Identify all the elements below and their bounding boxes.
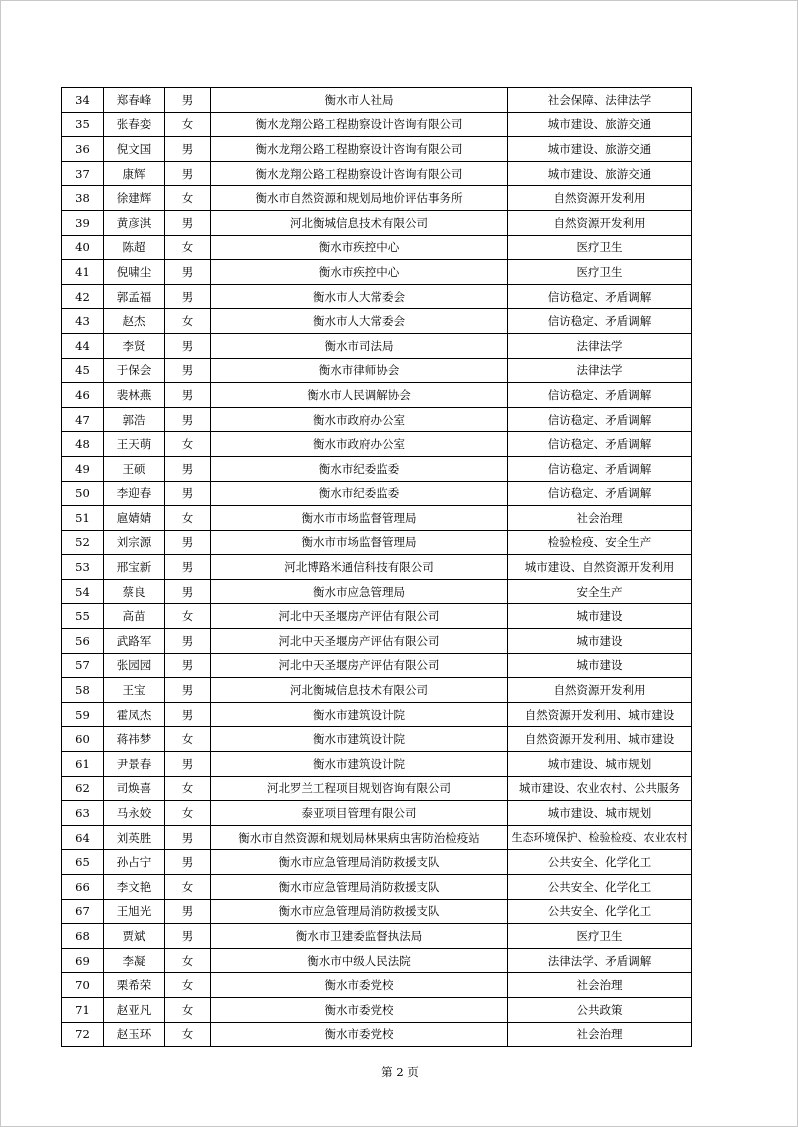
organization-cell: 衡水市人民调解协会 <box>211 383 508 408</box>
organization-cell: 衡水市卫建委监督执法局 <box>211 924 508 949</box>
gender-cell: 男 <box>165 481 211 506</box>
organization-cell: 衡水市律师协会 <box>211 358 508 383</box>
row-number-cell: 40 <box>62 235 104 260</box>
expertise-field-cell: 法律法学 <box>508 358 692 383</box>
organization-cell: 泰亚项目管理有限公司 <box>211 801 508 826</box>
row-number-cell: 66 <box>62 875 104 900</box>
organization-cell: 衡水市人社局 <box>211 88 508 113</box>
expertise-field-cell: 信访稳定、矛盾调解 <box>508 383 692 408</box>
row-number-cell: 56 <box>62 629 104 654</box>
gender-cell: 女 <box>165 801 211 826</box>
person-name-cell: 陈超 <box>104 235 165 260</box>
organization-cell: 衡水市疾控中心 <box>211 260 508 285</box>
organization-cell: 衡水龙翔公路工程勘察设计咨询有限公司 <box>211 161 508 186</box>
expertise-field-cell: 信访稳定、矛盾调解 <box>508 284 692 309</box>
organization-cell: 衡水市政府办公室 <box>211 432 508 457</box>
person-name-cell: 李贤 <box>104 333 165 358</box>
person-name-cell: 司焕喜 <box>104 776 165 801</box>
person-name-cell: 刘英胜 <box>104 825 165 850</box>
person-name-cell: 高苗 <box>104 604 165 629</box>
row-number-cell: 44 <box>62 333 104 358</box>
person-name-cell: 李迎春 <box>104 481 165 506</box>
table-row <box>62 383 692 408</box>
row-number-cell: 52 <box>62 530 104 555</box>
organization-cell: 河北罗兰工程项目规划咨询有限公司 <box>211 776 508 801</box>
person-name-cell: 裴林燕 <box>104 383 165 408</box>
expertise-field-cell: 公共安全、化学化工 <box>508 850 692 875</box>
table-row <box>62 850 692 875</box>
organization-cell: 衡水市司法局 <box>211 333 508 358</box>
expertise-field-cell: 城市建设、旅游交通 <box>508 161 692 186</box>
row-number-cell: 42 <box>62 284 104 309</box>
person-name-cell: 扈婧婧 <box>104 506 165 531</box>
table-row <box>62 801 692 826</box>
expertise-field-cell: 自然资源开发利用、城市建设 <box>508 727 692 752</box>
organization-cell: 衡水市纪委监委 <box>211 456 508 481</box>
person-name-cell: 徐建辉 <box>104 186 165 211</box>
organization-cell: 衡水市市场监督管理局 <box>211 506 508 531</box>
organization-cell: 衡水市应急管理局消防救援支队 <box>211 850 508 875</box>
expertise-field-cell: 自然资源开发利用 <box>508 678 692 703</box>
gender-cell: 男 <box>165 924 211 949</box>
gender-cell: 女 <box>165 776 211 801</box>
gender-cell: 男 <box>165 530 211 555</box>
row-number-cell: 67 <box>62 899 104 924</box>
person-name-cell: 蒋祎梦 <box>104 727 165 752</box>
organization-cell: 衡水市应急管理局消防救援支队 <box>211 899 508 924</box>
gender-cell: 女 <box>165 112 211 137</box>
gender-cell: 女 <box>165 506 211 531</box>
person-name-cell: 王旭光 <box>104 899 165 924</box>
table-row <box>62 530 692 555</box>
gender-cell: 男 <box>165 555 211 580</box>
expertise-field-cell: 检验检疫、安全生产 <box>508 530 692 555</box>
person-name-cell: 栗希荣 <box>104 973 165 998</box>
organization-cell: 衡水市自然资源和规划局林果病虫害防治检疫站 <box>211 825 508 850</box>
person-name-cell: 倪啸尘 <box>104 260 165 285</box>
organization-cell: 衡水市市场监督管理局 <box>211 530 508 555</box>
expertise-field-cell: 信访稳定、矛盾调解 <box>508 481 692 506</box>
expertise-field-cell: 信访稳定、矛盾调解 <box>508 309 692 334</box>
person-name-cell: 郭孟福 <box>104 284 165 309</box>
expertise-field-cell: 城市建设、自然资源开发利用 <box>508 555 692 580</box>
person-name-cell: 倪文国 <box>104 137 165 162</box>
gender-cell: 女 <box>165 973 211 998</box>
gender-cell: 女 <box>165 186 211 211</box>
row-number-cell: 43 <box>62 309 104 334</box>
row-number-cell: 39 <box>62 210 104 235</box>
organization-cell: 衡水市建筑设计院 <box>211 702 508 727</box>
organization-cell: 河北衡城信息技术有限公司 <box>211 210 508 235</box>
expertise-field-cell: 城市建设 <box>508 653 692 678</box>
gender-cell: 男 <box>165 407 211 432</box>
organization-cell: 衡水市委党校 <box>211 973 508 998</box>
expertise-field-cell: 城市建设、城市规划 <box>508 752 692 777</box>
gender-cell: 男 <box>165 579 211 604</box>
gender-cell: 男 <box>165 333 211 358</box>
person-name-cell: 刘宗源 <box>104 530 165 555</box>
gender-cell: 男 <box>165 137 211 162</box>
gender-cell: 男 <box>165 284 211 309</box>
gender-cell: 男 <box>165 456 211 481</box>
row-number-cell: 69 <box>62 948 104 973</box>
table-row <box>62 1022 692 1047</box>
organization-cell: 衡水市建筑设计院 <box>211 752 508 777</box>
organization-cell: 衡水市政府办公室 <box>211 407 508 432</box>
table-row <box>62 333 692 358</box>
organization-cell: 衡水龙翔公路工程勘察设计咨询有限公司 <box>211 137 508 162</box>
expertise-field-cell: 城市建设、农业农村、公共服务 <box>508 776 692 801</box>
organization-cell: 衡水市建筑设计院 <box>211 727 508 752</box>
table-row <box>62 776 692 801</box>
expertise-field-cell: 公共安全、化学化工 <box>508 875 692 900</box>
organization-cell: 衡水市人大常委会 <box>211 309 508 334</box>
table-row <box>62 137 692 162</box>
table-row <box>62 432 692 457</box>
table-row <box>62 948 692 973</box>
person-name-cell: 蔡良 <box>104 579 165 604</box>
gender-cell: 男 <box>165 825 211 850</box>
organization-cell: 衡水市纪委监委 <box>211 481 508 506</box>
expertise-field-cell: 自然资源开发利用 <box>508 210 692 235</box>
person-name-cell: 李文艳 <box>104 875 165 900</box>
expertise-field-cell: 医疗卫生 <box>508 260 692 285</box>
row-number-cell: 45 <box>62 358 104 383</box>
gender-cell: 男 <box>165 702 211 727</box>
person-name-cell: 贾斌 <box>104 924 165 949</box>
organization-cell: 河北中天圣堰房产评估有限公司 <box>211 604 508 629</box>
person-name-cell: 于保会 <box>104 358 165 383</box>
row-number-cell: 72 <box>62 1022 104 1047</box>
expertise-field-cell: 生态环境保护、检验检疫、农业农村 <box>508 825 692 850</box>
expertise-field-cell: 信访稳定、矛盾调解 <box>508 456 692 481</box>
expertise-field-cell: 社会治理 <box>508 506 692 531</box>
organization-cell: 衡水市应急管理局 <box>211 579 508 604</box>
expertise-field-cell: 医疗卫生 <box>508 924 692 949</box>
gender-cell: 女 <box>165 875 211 900</box>
organization-cell: 衡水市委党校 <box>211 997 508 1022</box>
organization-cell: 衡水市应急管理局消防救援支队 <box>211 875 508 900</box>
organization-cell: 河北博路米通信科技有限公司 <box>211 555 508 580</box>
organization-cell: 衡水市中级人民法院 <box>211 948 508 973</box>
person-name-cell: 张园园 <box>104 653 165 678</box>
row-number-cell: 70 <box>62 973 104 998</box>
row-number-cell: 53 <box>62 555 104 580</box>
expertise-field-cell: 城市建设 <box>508 604 692 629</box>
table-row <box>62 309 692 334</box>
organization-cell: 衡水市人大常委会 <box>211 284 508 309</box>
row-number-cell: 34 <box>62 88 104 113</box>
person-name-cell: 郭浩 <box>104 407 165 432</box>
person-name-cell: 霍凤杰 <box>104 702 165 727</box>
table-row <box>62 161 692 186</box>
gender-cell: 男 <box>165 383 211 408</box>
expertise-field-cell: 医疗卫生 <box>508 235 692 260</box>
gender-cell: 女 <box>165 997 211 1022</box>
gender-cell: 女 <box>165 948 211 973</box>
expertise-field-cell: 自然资源开发利用 <box>508 186 692 211</box>
gender-cell: 男 <box>165 88 211 113</box>
expertise-field-cell: 社会保障、法律法学 <box>508 88 692 113</box>
expertise-field-cell: 公共安全、化学化工 <box>508 899 692 924</box>
gender-cell: 女 <box>165 604 211 629</box>
table-row <box>62 678 692 703</box>
person-name-cell: 马永姣 <box>104 801 165 826</box>
gender-cell: 女 <box>165 727 211 752</box>
expertise-field-cell: 信访稳定、矛盾调解 <box>508 407 692 432</box>
person-name-cell: 王硕 <box>104 456 165 481</box>
expertise-field-cell: 城市建设 <box>508 629 692 654</box>
row-number-cell: 49 <box>62 456 104 481</box>
roster-body <box>62 88 692 1047</box>
gender-cell: 男 <box>165 161 211 186</box>
row-number-cell: 36 <box>62 137 104 162</box>
person-name-cell: 张春娈 <box>104 112 165 137</box>
table-row <box>62 112 692 137</box>
gender-cell: 男 <box>165 653 211 678</box>
expertise-field-cell: 社会治理 <box>508 1022 692 1047</box>
table-row <box>62 653 692 678</box>
table-row <box>62 210 692 235</box>
organization-cell: 河北中天圣堰房产评估有限公司 <box>211 653 508 678</box>
table-row <box>62 186 692 211</box>
row-number-cell: 47 <box>62 407 104 432</box>
person-name-cell: 邢宝新 <box>104 555 165 580</box>
row-number-cell: 46 <box>62 383 104 408</box>
gender-cell: 男 <box>165 210 211 235</box>
row-number-cell: 60 <box>62 727 104 752</box>
expertise-field-cell: 法律法学 <box>508 333 692 358</box>
row-number-cell: 63 <box>62 801 104 826</box>
table-row <box>62 924 692 949</box>
person-name-cell: 孙占宁 <box>104 850 165 875</box>
table-row <box>62 727 692 752</box>
person-name-cell: 王宝 <box>104 678 165 703</box>
expertise-field-cell: 城市建设、城市规划 <box>508 801 692 826</box>
row-number-cell: 37 <box>62 161 104 186</box>
person-name-cell: 黄彦淇 <box>104 210 165 235</box>
person-name-cell: 尹景春 <box>104 752 165 777</box>
row-number-cell: 55 <box>62 604 104 629</box>
gender-cell: 男 <box>165 678 211 703</box>
table-row <box>62 358 692 383</box>
table-row <box>62 973 692 998</box>
table-row <box>62 604 692 629</box>
table-row <box>62 875 692 900</box>
expertise-field-cell: 自然资源开发利用、城市建设 <box>508 702 692 727</box>
row-number-cell: 62 <box>62 776 104 801</box>
person-name-cell: 赵杰 <box>104 309 165 334</box>
table-row <box>62 284 692 309</box>
table-row <box>62 88 692 113</box>
table-row <box>62 997 692 1022</box>
person-name-cell: 郑春峰 <box>104 88 165 113</box>
expert-roster-table <box>61 87 692 1047</box>
row-number-cell: 48 <box>62 432 104 457</box>
person-name-cell: 李凝 <box>104 948 165 973</box>
row-number-cell: 58 <box>62 678 104 703</box>
gender-cell: 女 <box>165 1022 211 1047</box>
row-number-cell: 35 <box>62 112 104 137</box>
row-number-cell: 65 <box>62 850 104 875</box>
row-number-cell: 61 <box>62 752 104 777</box>
organization-cell: 河北衡城信息技术有限公司 <box>211 678 508 703</box>
person-name-cell: 赵亚凡 <box>104 997 165 1022</box>
row-number-cell: 41 <box>62 260 104 285</box>
expertise-field-cell: 公共政策 <box>508 997 692 1022</box>
row-number-cell: 54 <box>62 579 104 604</box>
table-row <box>62 407 692 432</box>
expertise-field-cell: 信访稳定、矛盾调解 <box>508 432 692 457</box>
organization-cell: 衡水市自然资源和规划局地价评估事务所 <box>211 186 508 211</box>
gender-cell: 男 <box>165 260 211 285</box>
table-row <box>62 825 692 850</box>
expertise-field-cell: 城市建设、旅游交通 <box>508 137 692 162</box>
organization-cell: 衡水市疾控中心 <box>211 235 508 260</box>
gender-cell: 女 <box>165 235 211 260</box>
person-name-cell: 赵玉环 <box>104 1022 165 1047</box>
gender-cell: 女 <box>165 432 211 457</box>
table-row <box>62 456 692 481</box>
expertise-field-cell: 城市建设、旅游交通 <box>508 112 692 137</box>
person-name-cell: 康辉 <box>104 161 165 186</box>
row-number-cell: 59 <box>62 702 104 727</box>
row-number-cell: 50 <box>62 481 104 506</box>
person-name-cell: 武路军 <box>104 629 165 654</box>
organization-cell: 河北中天圣堰房产评估有限公司 <box>211 629 508 654</box>
table-row <box>62 555 692 580</box>
table-row <box>62 260 692 285</box>
organization-cell: 衡水市委党校 <box>211 1022 508 1047</box>
table-row <box>62 506 692 531</box>
table-row <box>62 752 692 777</box>
row-number-cell: 57 <box>62 653 104 678</box>
table-row <box>62 702 692 727</box>
gender-cell: 男 <box>165 358 211 383</box>
table-row <box>62 629 692 654</box>
gender-cell: 女 <box>165 309 211 334</box>
page-footer: 第 2 页 <box>381 1065 419 1079</box>
gender-cell: 男 <box>165 899 211 924</box>
table-row <box>62 579 692 604</box>
gender-cell: 男 <box>165 850 211 875</box>
person-name-cell: 王天萌 <box>104 432 165 457</box>
table-row <box>62 235 692 260</box>
row-number-cell: 38 <box>62 186 104 211</box>
table-row <box>62 481 692 506</box>
expertise-field-cell: 法律法学、矛盾调解 <box>508 948 692 973</box>
row-number-cell: 68 <box>62 924 104 949</box>
gender-cell: 男 <box>165 629 211 654</box>
expertise-field-cell: 社会治理 <box>508 973 692 998</box>
row-number-cell: 64 <box>62 825 104 850</box>
table-row <box>62 899 692 924</box>
expertise-field-cell: 安全生产 <box>508 579 692 604</box>
organization-cell: 衡水龙翔公路工程勘察设计咨询有限公司 <box>211 112 508 137</box>
row-number-cell: 71 <box>62 997 104 1022</box>
row-number-cell: 51 <box>62 506 104 531</box>
gender-cell: 男 <box>165 752 211 777</box>
